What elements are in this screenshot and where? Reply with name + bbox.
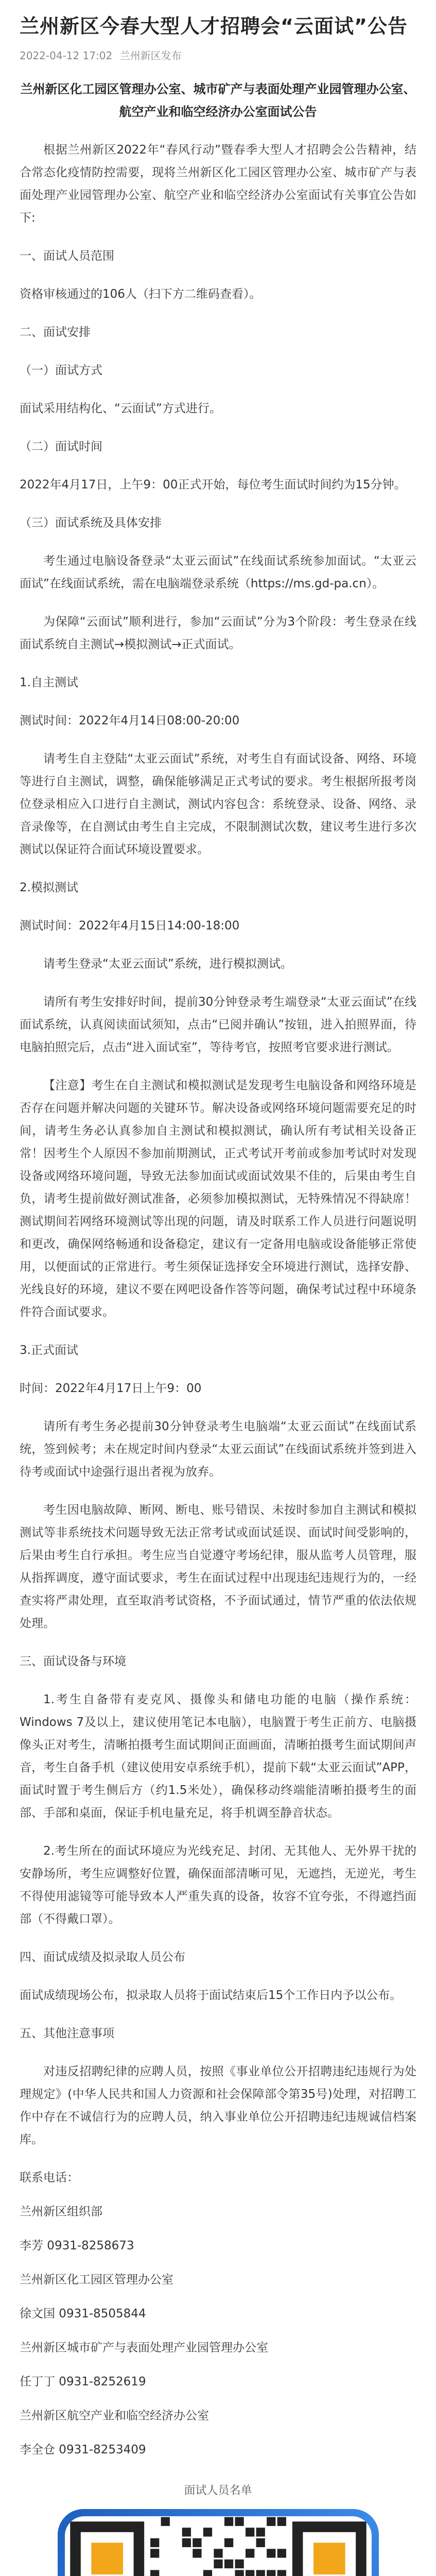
contact-line: 李芳 0931-8258673 [20, 2239, 134, 2252]
contact-line: 兰州新区城市矿产与表面处理产业园管理办公室 [20, 2341, 268, 2354]
paragraph: （一）面试方式 [20, 364, 102, 377]
source-name[interactable]: 兰州新区发布 [119, 49, 182, 62]
paragraph: （三）面试系统及具体安排 [20, 516, 162, 530]
paragraph: 考生通过电脑设备登录“太亚云面试”在线面试系统参加面试。“太亚云面试”在线面试系统，需在电脑端登录系统（https://ms.gd-pa.cn）。 [20, 554, 416, 590]
paragraph: 2.考生所在的面试环境应为光线充足、封闭、无其他人、无外界干扰的安静场所，考生应调整好位置，确保面部清晰可见，无遮挡，无逆光，考生不得使用滤镜等可能导致本人严重失真的设备，妆容不宜夸张，不得遮挡面部（不得戴口罩）。 [20, 1844, 416, 1926]
paragraph: 对违反招聘纪律的应聘人员，按照《事业单位公开招聘违纪违规行为处理规定》(中华人民共和国人力资源和社会保障部令第35号)处理，对招聘工作中存在不诚信行为的应聘人员，纳入事业单位公开招聘违纪违规诚信档案库。 [20, 2065, 416, 2146]
qr-module [150, 2538, 159, 2547]
publish-date: 2022-04-12 17:02 [20, 49, 113, 62]
qr-module [150, 2570, 159, 2576]
qr-module [193, 2538, 201, 2547]
paragraph: 请考生自主登陆“太亚云面试”系统，对考生自有面试设备、网络、环境等进行自主测试，调整，确保能够满足正式考试的要求。考生根据所报考岗位登录相应入口进行自主测试，测试内容包含：系统登录、设备、网络、录音录像等，在自测试由考生自主完成，不限制测试次数，建议考生进行多次测试以保证符合面试环境设置要求。 [20, 752, 416, 856]
paragraph: 面试采用结构化、“云面试”方式进行。 [20, 402, 221, 415]
paragraph: 【注意】考生在自主测试和模拟测试是发现考生电脑设备和网络环境是否存在问题并解决问题的关键环节。解决设备或网络环境问题需要充足的时间，请考生务必认真参加自主测试和模拟测试，确认所有考试相关设备正常！因考生个人原因不参加前期测试，正式考试开考前或参加考试时对发现设备或网络环境问题，导致无法参加面试或面试效果不佳的，后果由考生自负，请考生提前做好测试准备，必须参加模拟测试，无特殊情况不得缺席！测试期间若网络环境测试等出现的问题，请及时联系工作人员进行问题说明和更改，确保网络畅通和设备稳定，建议有一定备用电脑或设备能够正常使用，以便面试的正常进行。考生须保证选择安全环境进行测试，选择安静、光线良好的环境，建议不要在网吧设备作答等问题，确保考试过程中环境条件符合面试要求。 [20, 1079, 416, 1319]
paragraph: 请考生登录“太亚云面试”系统，进行模拟测试。 [43, 957, 292, 971]
paragraph: 请所有考生务必提前30分钟登录考生电脑端“太亚云面试”在线面试系统，签到候考；未在规定时间内登录“太亚云面试”在线面试系统并签到进入待考或面试中途强行退出者视为放弃。 [20, 1420, 416, 1479]
paragraph: 3.正式面试 [20, 1344, 78, 1357]
qr-module [203, 2528, 212, 2536]
qr-module [277, 2517, 286, 2526]
qr-module [235, 2560, 243, 2568]
qr-module [235, 2570, 243, 2576]
paragraph: 请所有考生安排好时间，提前30分钟登录考生端登录“太亚云面试”在线面试系统，认真阅读面试须知，点击“已阅并确认”按钮，进入拍照界面，待电脑拍照完后，点击“进入面试室”，等待考官，按照考官要求进行测试。 [20, 995, 416, 1054]
paragraph: 四、面试成绩及拟录取人员公布 [20, 1951, 185, 1964]
notice-heading: 兰州新区化工园区管理办公室、城市矿产与表面处理产业园管理办公室、航空产业和临空经济办公室面试公告 [20, 82, 416, 119]
paragraph: 时间：2022年4月17日上午9：00 [20, 1382, 202, 1395]
qr-module [193, 2549, 201, 2557]
qr-module [246, 2528, 254, 2536]
figure-applicant-list [20, 2482, 416, 2576]
qr-module [256, 2528, 265, 2536]
qr-module [182, 2528, 190, 2536]
article-meta [20, 47, 416, 62]
contact-line: 兰州新区化工园区管理办公室 [20, 2273, 173, 2286]
contact-line: 联系电话： [20, 2171, 79, 2184]
paragraph: 2022年4月17日，上午9：00正式开始，每位考生面试时间约为15分钟。 [20, 478, 406, 492]
article-body [20, 139, 416, 2151]
qr-module [224, 2560, 233, 2568]
qr-code [65, 2516, 372, 2576]
contact-line: 任丁丁 0931-8252619 [20, 2375, 146, 2388]
paragraph: 根据兰州新区2022年“春风行动”暨春季大型人才招聘会公告精神，结合常态化疫情防控需要，现将兰州新区化工园区管理办公室、城市矿产与表面处理产业园管理办公室、航空产业和临空经济办公室面试有关事宜公告如下: [20, 143, 416, 225]
qr-module [214, 2560, 222, 2568]
qr-module [267, 2549, 275, 2557]
paragraph: （二）面试时间 [20, 440, 102, 453]
qr-finder-core [313, 2543, 345, 2574]
qr-module [150, 2549, 159, 2557]
qr-module [277, 2570, 286, 2576]
qr-module [235, 2517, 243, 2526]
paragraph: 1.自主测试 [20, 676, 78, 689]
qr-module [161, 2517, 169, 2526]
paragraph: 测试时间：2022年4月14日08:00-20:00 [20, 714, 240, 727]
paragraph: 为保障“云面试”顺利进行，参加“云面试”分为3个阶段：考生登录在线面试系统自主测试→模拟测试→正式面试。 [20, 615, 416, 651]
paragraph: 2.模拟测试 [20, 881, 78, 894]
contact-line: 徐文国 0931-8505844 [20, 2307, 146, 2320]
qr-module [246, 2570, 254, 2576]
qr-module [256, 2570, 265, 2576]
qr-module [246, 2549, 254, 2557]
qr-module [256, 2538, 265, 2547]
qr-finder-core [91, 2543, 123, 2574]
contact-list [20, 2166, 416, 2461]
figure-caption: 面试人员名单 [184, 2484, 252, 2497]
contact-line: 兰州新区航空产业和临空经济办公室 [20, 2409, 209, 2422]
qr-module [277, 2549, 286, 2557]
qr-module [267, 2570, 275, 2576]
contact-line: 李全仓 0931-8253409 [20, 2443, 146, 2456]
qr-module [224, 2517, 233, 2526]
paragraph: 二、面试安排 [20, 326, 91, 339]
paragraph: 面试成绩现场公布，拟录取人员将于面试结束后15个工作日内予以公布。 [20, 1989, 402, 2002]
paragraph: 三、面试设备与环境 [20, 1655, 126, 1668]
paragraph: 五、其他注意事项 [20, 2027, 114, 2040]
paragraph: 考生因电脑故障、断网、断电、账号错误、未按时参加自主测试和模拟测试等非系统技术问题导致无法正常考试或面试延误、面试时间受影响的，后果由考生自行承担。考生应当自觉遵守考场纪律，服从监考人员管理，服从指挥调度，遵守面试要求，考生在面试过程中出现违纪违规行为的，一经查实将严肃处理，直至取消考试资格，不予面试通过，情节严重的依法依规处理。 [20, 1503, 416, 1630]
qr-module [182, 2538, 190, 2547]
paragraph: 1.考生自备带有麦克风、摄像头和储电功能的电脑（操作系统：Windows 7及以上，建议使用笔记本电脑），电脑置于考生正前方、电脑摄像头正对考生，清晰拍摄考生面试期间正面画面，清晰拍摄考生面试期间声音，考生自备手机（建议使用安卓系统手机），提前下载“太亚云面试”APP，面试时置于考生侧后方（约1.5米处），确保移动终端能清晰拍摄考生的面部、手部和桌面，保证手机电量充足，将手机调至静音状态。 [20, 1693, 416, 1820]
qr-module [267, 2517, 275, 2526]
article-title: 兰州新区今春大型人才招聘会“云面试”公告 [20, 15, 408, 38]
paragraph: 资格审核通过的106人（扫下方二维码查看）。 [20, 287, 261, 301]
qr-module [214, 2549, 222, 2557]
paragraph: 一、面试人员范围 [20, 249, 114, 263]
qr-code-frame[interactable] [58, 2509, 379, 2576]
paragraph: 测试时间：2022年4月15日14:00-18:00 [20, 919, 240, 933]
qr-code-icon [65, 2516, 372, 2576]
qr-module [224, 2538, 233, 2547]
contact-line: 兰州新区组织部 [20, 2205, 102, 2218]
qr-module [203, 2570, 212, 2576]
